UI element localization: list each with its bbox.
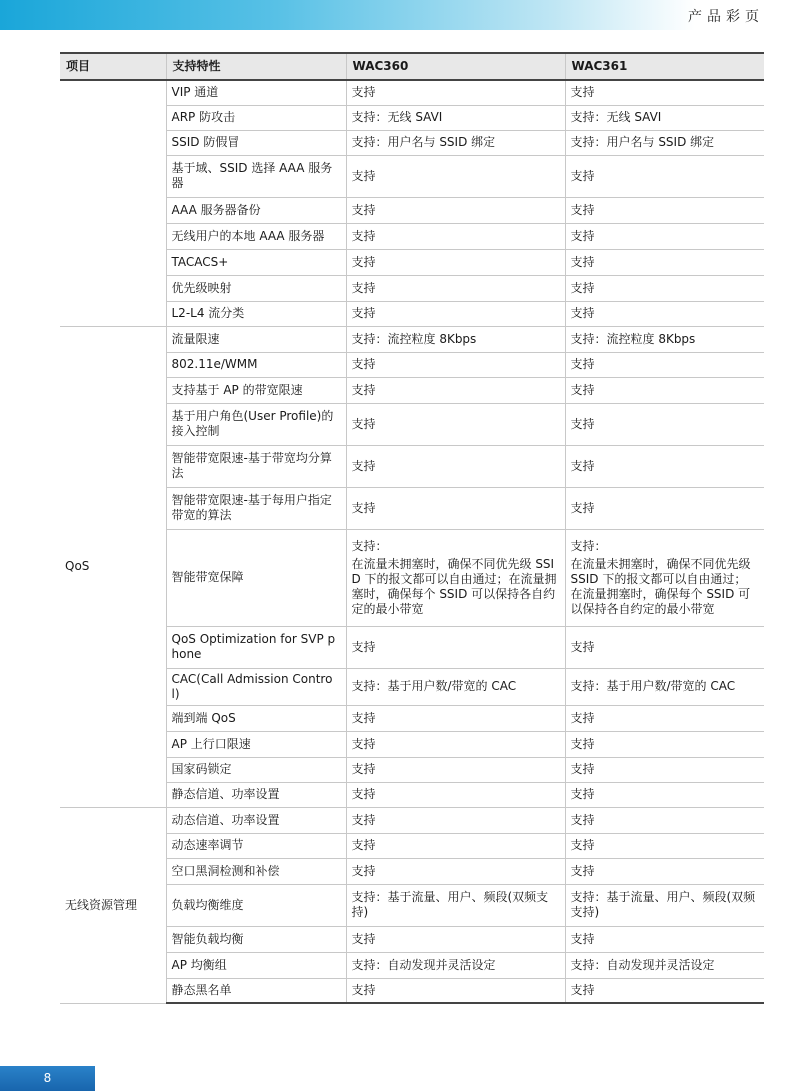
feature-cell: 基于域、SSID 选择 AAA 服务器 (166, 155, 346, 197)
wac360-cell: 支持 (346, 445, 565, 487)
feature-cell: 智能带宽限速-基于带宽均分算法 (166, 445, 346, 487)
feature-cell: SSID 防假冒 (166, 130, 346, 155)
wac361-cell: 支持 (565, 445, 764, 487)
wac360-cell: 支持：用户名与 SSID 绑定 (346, 130, 565, 155)
spec-table (60, 52, 764, 1004)
wac360-cell: 支持 (346, 403, 565, 445)
feature-cell: 流量限速 (166, 326, 346, 352)
wac361-cell: 支持 (565, 155, 764, 197)
wac360-cell: 支持：自动发现并灵活设定 (346, 952, 565, 978)
table-row (60, 807, 764, 833)
wac360-cell: 支持：基于用户数/带宽的 CAC (346, 668, 565, 705)
wac361-cell: 支持 (565, 223, 764, 249)
feature-cell: 静态黑名单 (166, 978, 346, 1003)
wac361-cell: 支持：流控粒度 8Kbps (565, 326, 764, 352)
category-cell: QoS (60, 326, 166, 807)
header-title: 产品彩页 (688, 9, 764, 25)
table-row (60, 731, 764, 757)
feature-cell: VIP 通道 (166, 80, 346, 105)
feature-cell: 基于用户角色(User Profile)的接入控制 (166, 403, 346, 445)
wac360-cell: 支持 (346, 626, 565, 668)
wac361-cell: 支持：无线 SAVI (565, 105, 764, 130)
wac361-cell: 支持 (565, 626, 764, 668)
wac361-cell: 支持 (565, 782, 764, 807)
wac360-cell: 支持 (346, 705, 565, 731)
wac361-cell: 支持：自动发现并灵活设定 (565, 952, 764, 978)
table-row (60, 326, 764, 352)
feature-cell: 智能带宽限速-基于每用户指定带宽的算法 (166, 487, 346, 529)
table-header-row (60, 53, 764, 80)
wac360-cell: 支持 (346, 377, 565, 403)
wac360-cell: 支持：无线 SAVI (346, 105, 565, 130)
support-detail: 在流量未拥塞时，确保不同优先级 SSID 下的报文都可以自由通过；在流量拥塞时，确保每个 SSID 可以保持各自约定的最小带宽 (351, 556, 557, 616)
table-row (60, 80, 764, 105)
wac361-cell: 支持 (565, 833, 764, 858)
wac361-cell: 支持 (565, 757, 764, 782)
table-row (60, 105, 764, 130)
wac361-cell: 支持：用户名与 SSID 绑定 (565, 130, 764, 155)
feature-cell: CAC(Call Admission Control) (166, 668, 346, 705)
table-row (60, 782, 764, 807)
feature-cell: 智能带宽保障 (166, 529, 346, 626)
wac361-cell: 支持 (565, 301, 764, 326)
table-row (60, 352, 764, 377)
feature-cell: AP 上行口限速 (166, 731, 346, 757)
support-detail: 在流量未拥塞时，确保不同优先级 SSID 下的报文都可以自由通过；在流量拥塞时，确保每个 SSID 可以保持各自约定的最小带宽 (570, 556, 751, 616)
table-row (60, 275, 764, 301)
table-body (60, 80, 764, 1003)
table-row (60, 155, 764, 197)
table-row (60, 130, 764, 155)
feature-cell: 智能负载均衡 (166, 926, 346, 952)
table-row (60, 403, 764, 445)
wac360-cell: 支持 (346, 926, 565, 952)
wac361-cell: 支持 (565, 978, 764, 1003)
feature-cell: 静态信道、功率设置 (166, 782, 346, 807)
wac361-cell: 支持 (565, 403, 764, 445)
column-header: 项目 (60, 53, 166, 80)
wac361-cell: 支持 (565, 249, 764, 275)
wac360-cell: 支持 (346, 249, 565, 275)
table-row (60, 833, 764, 858)
feature-cell: 支持基于 AP 的带宽限速 (166, 377, 346, 403)
table-row (60, 978, 764, 1003)
wac360-cell: 支持 (346, 155, 565, 197)
feature-cell: 无线用户的本地 AAA 服务器 (166, 223, 346, 249)
table-row (60, 705, 764, 731)
wac361-cell: 支持 (565, 352, 764, 377)
feature-cell: 动态速率调节 (166, 833, 346, 858)
wac361-cell: 支持 (565, 807, 764, 833)
table-row (60, 377, 764, 403)
wac361-cell: 支持：基于流量、用户、频段(双频支持) (565, 884, 764, 926)
column-header: WAC361 (565, 53, 764, 80)
wac360-cell: 支持 (346, 978, 565, 1003)
feature-cell: 空口黑洞检测和补偿 (166, 858, 346, 884)
wac360-cell: 支持：基于流量、用户、频段(双频支持) (346, 884, 565, 926)
wac361-cell: 支持 (565, 487, 764, 529)
wac361-cell: 支持 (565, 377, 764, 403)
wac360-cell: 支持 (346, 487, 565, 529)
page-number: 8 (0, 1066, 95, 1091)
wac360-cell (346, 529, 565, 626)
support-label: 支持： (570, 538, 607, 553)
wac360-cell: 支持 (346, 275, 565, 301)
wac360-cell: 支持 (346, 833, 565, 858)
wac361-cell (565, 529, 764, 626)
table-row (60, 668, 764, 705)
wac360-cell: 支持 (346, 807, 565, 833)
feature-cell: QoS Optimization for SVP phone (166, 626, 346, 668)
wac360-cell: 支持 (346, 352, 565, 377)
feature-cell: 负载均衡维度 (166, 884, 346, 926)
wac361-cell: 支持 (565, 197, 764, 223)
feature-cell: TACACS+ (166, 249, 346, 275)
table-row (60, 223, 764, 249)
wac361-cell: 支持 (565, 275, 764, 301)
wac360-cell: 支持 (346, 80, 565, 105)
wac360-cell: 支持 (346, 757, 565, 782)
wac360-cell: 支持 (346, 858, 565, 884)
support-label: 支持： (351, 538, 388, 553)
feature-cell: 优先级映射 (166, 275, 346, 301)
table-row (60, 529, 764, 626)
header-band (0, 0, 790, 30)
wac361-cell: 支持 (565, 731, 764, 757)
table-row (60, 926, 764, 952)
table-row (60, 952, 764, 978)
table-row (60, 445, 764, 487)
column-header: 支持特性 (166, 53, 346, 80)
feature-cell: 动态信道、功率设置 (166, 807, 346, 833)
table-row (60, 858, 764, 884)
table-row (60, 884, 764, 926)
category-cell (60, 80, 166, 326)
column-header: WAC360 (346, 53, 565, 80)
table-row (60, 249, 764, 275)
feature-cell: L2-L4 流分类 (166, 301, 346, 326)
wac360-cell: 支持 (346, 782, 565, 807)
feature-cell: 802.11e/WMM (166, 352, 346, 377)
wac361-cell: 支持 (565, 926, 764, 952)
table-row (60, 197, 764, 223)
wac361-cell: 支持 (565, 705, 764, 731)
table-row (60, 487, 764, 529)
table-row (60, 757, 764, 782)
feature-cell: AP 均衡组 (166, 952, 346, 978)
wac360-cell: 支持 (346, 731, 565, 757)
wac360-cell: 支持 (346, 301, 565, 326)
feature-cell: AAA 服务器备份 (166, 197, 346, 223)
feature-cell: ARP 防攻击 (166, 105, 346, 130)
table-row (60, 301, 764, 326)
wac361-cell: 支持 (565, 80, 764, 105)
wac360-cell: 支持：流控粒度 8Kbps (346, 326, 565, 352)
wac360-cell: 支持 (346, 223, 565, 249)
feature-cell: 国家码锁定 (166, 757, 346, 782)
wac361-cell: 支持 (565, 858, 764, 884)
feature-cell: 端到端 QoS (166, 705, 346, 731)
wac361-cell: 支持：基于用户数/带宽的 CAC (565, 668, 764, 705)
category-cell: 无线资源管理 (60, 807, 166, 1003)
wac360-cell: 支持 (346, 197, 565, 223)
table-row (60, 626, 764, 668)
